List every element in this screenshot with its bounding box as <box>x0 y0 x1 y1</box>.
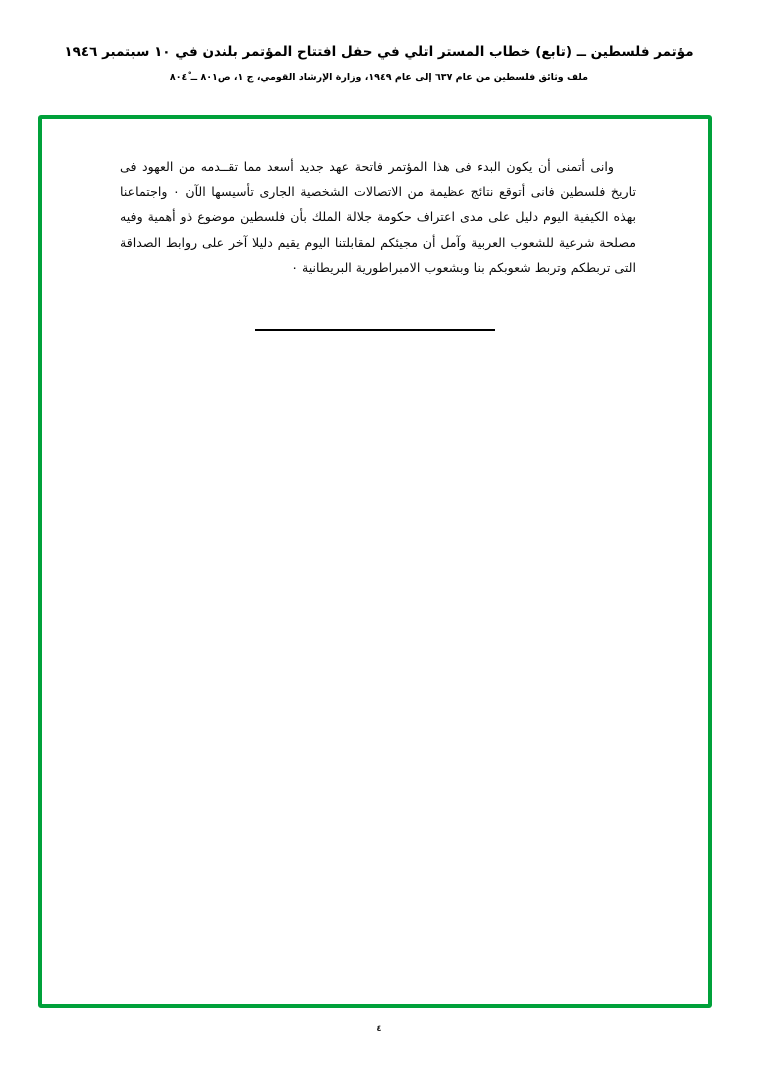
header-title: مؤتمر فلسطين ــ (تابع) خطاب المستر اتلي في حفل افتتاح المؤتمر بلندن في ١٠ سبتمبر ١٩٤٦ <box>64 44 694 60</box>
green-content-frame <box>38 115 712 1008</box>
page-footer <box>0 1024 758 1034</box>
header-source-citation: ملف وثائق فلسطين من عام ٦٣٧ إلى عام ١٩٤٩، وزارة الإرشاد القومي، ج ١، ص٨٠١ ــ ٨٠٤ْ <box>169 72 589 84</box>
body-paragraph: وانى أتمنى أن يكون البدء فى هذا المؤتمر فاتحة عهد جديد أسعد مما تقــدمه من العهود فى تاريخ فلسطين فانى أتوقع نتائج عظيمة من الاتصالات الشخصية الجارى تأسيسها الآن ٠ واجتماعنا بهذه الكيفية اليوم دليل على مدى اعتراف حكومة جلالة الملك بأن فلسطين موضوع ذو أهمية وفيه مصلحة شرعية للشعوب العربية وآمل أن مجيئكم لمقابلتنا اليوم يقيم دليلا آخر على روابط الصداقة التى تربطكم وتربط شعوبكم بنا وبشعوب الامبراطورية البريطانية ٠ <box>120 159 636 275</box>
horizontal-rule <box>255 329 495 331</box>
document-header <box>0 42 758 86</box>
section-divider-wrap <box>42 319 708 338</box>
page-number: ٤ <box>376 1024 382 1034</box>
body-text-block <box>120 154 636 280</box>
